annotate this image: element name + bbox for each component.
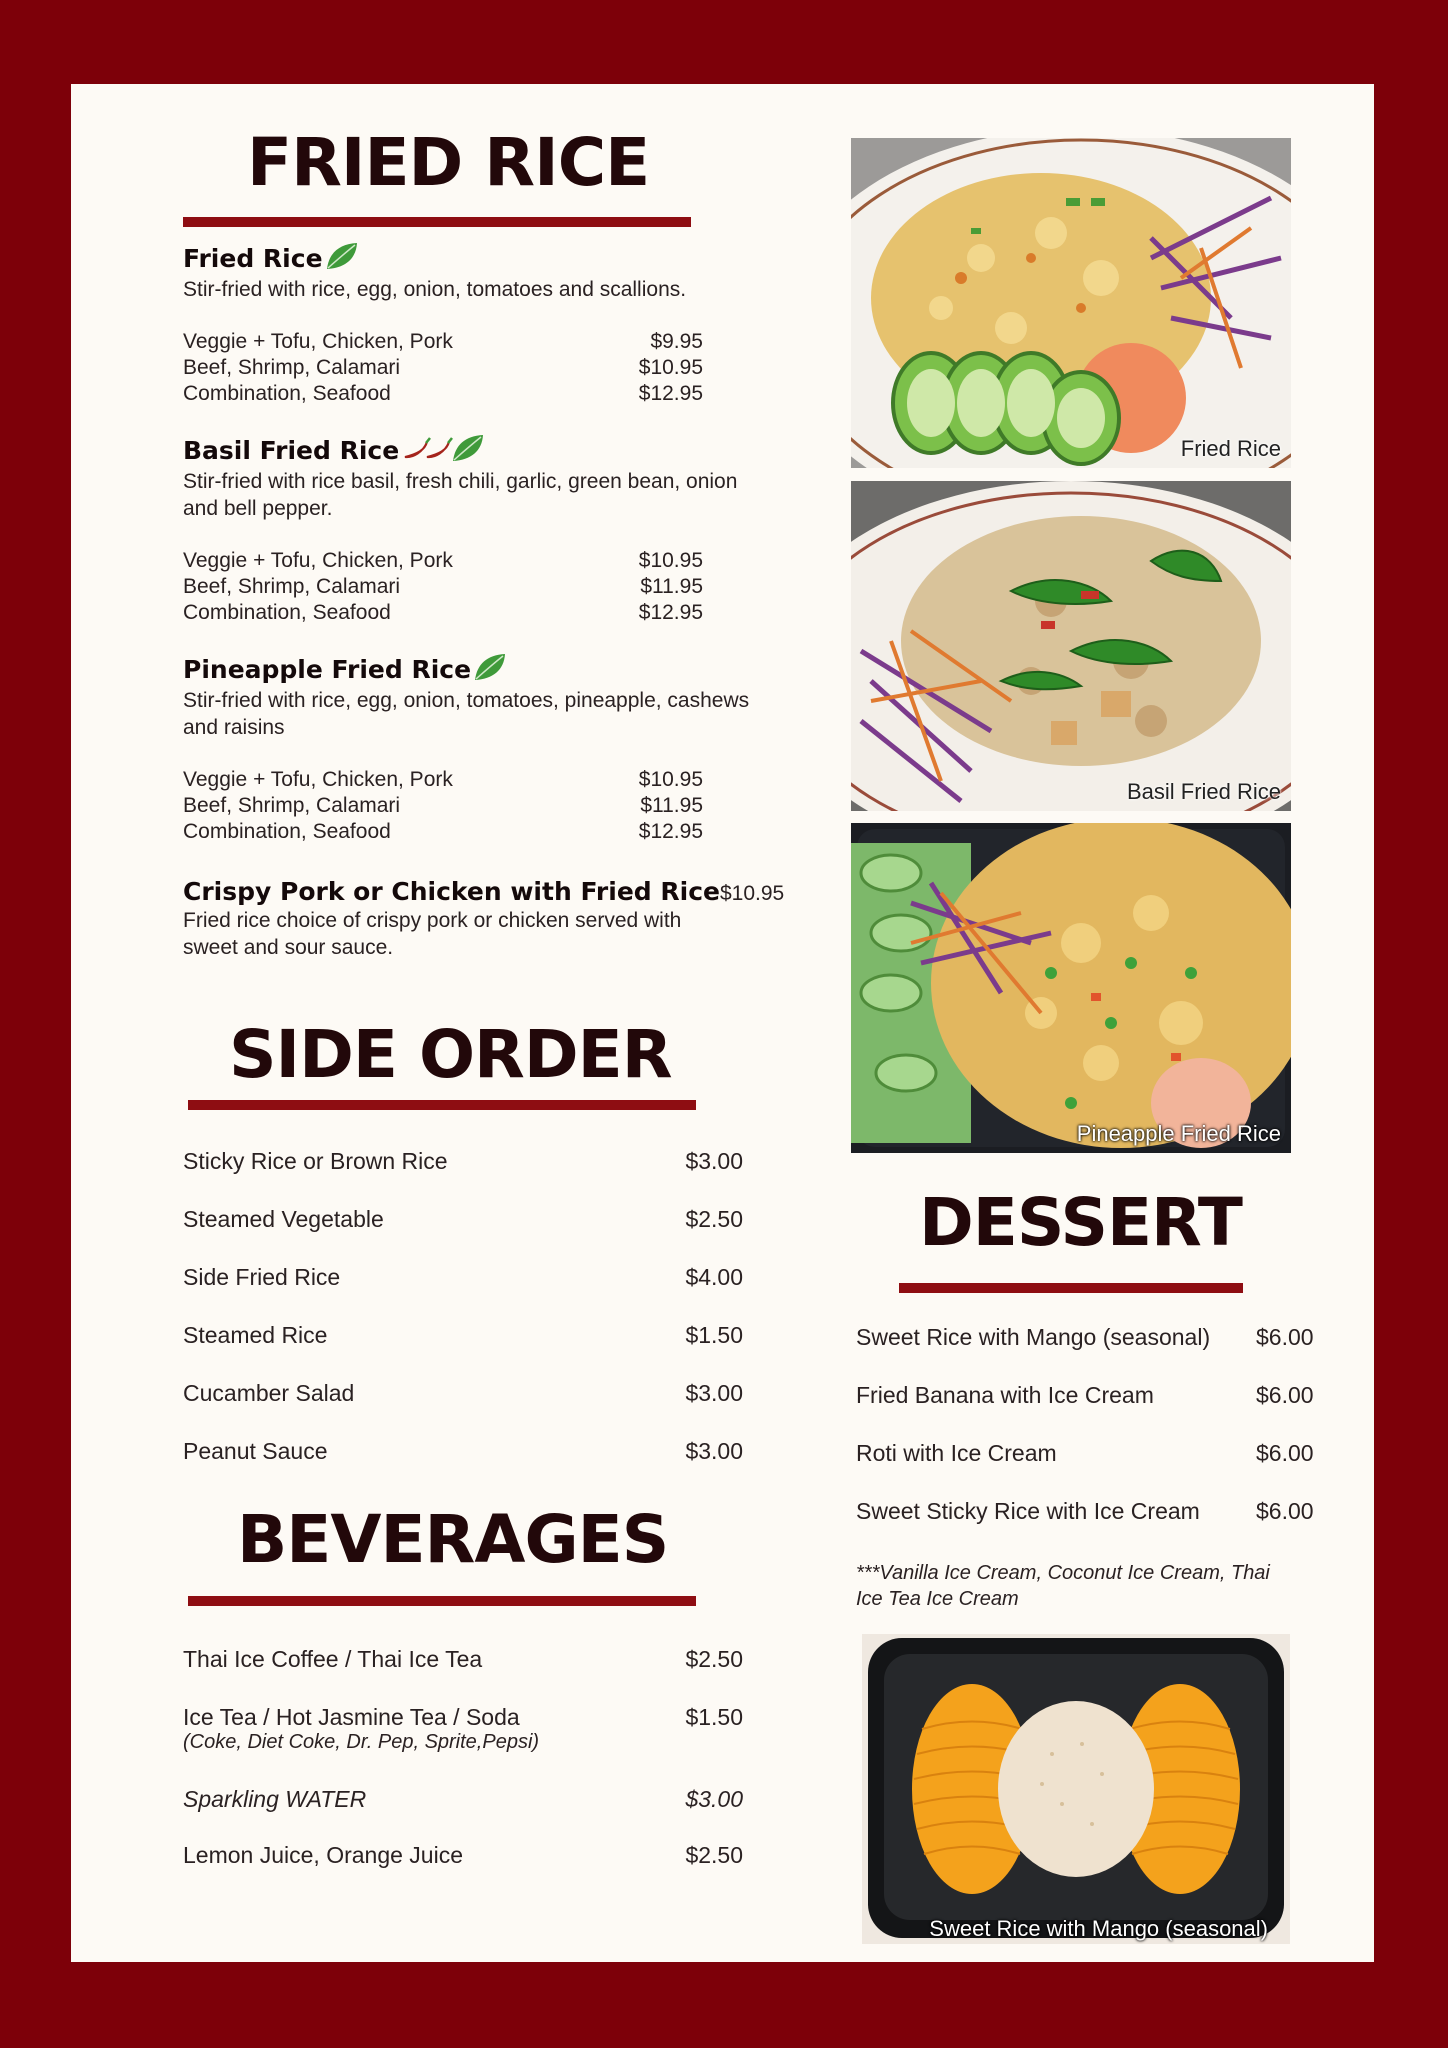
item-name: Steamed Rice — [183, 1322, 328, 1348]
price-value: $2.50 — [685, 1646, 743, 1672]
item-title-row — [183, 241, 703, 276]
price-value: $10.95 — [638, 549, 703, 572]
list-item — [183, 1322, 743, 1380]
price-value: $6.00 — [1256, 1498, 1314, 1524]
item-name: Sweet Sticky Rice with Ice Cream — [856, 1498, 1200, 1524]
side-order-rule — [188, 1100, 696, 1110]
pineapple-fried-rice-photo — [851, 823, 1291, 1153]
price-value: $12.95 — [638, 382, 703, 405]
price-option-label: Veggie + Tofu, Chicken, Pork — [183, 549, 453, 572]
price-value: $6.00 — [1256, 1324, 1314, 1350]
list-item — [183, 1786, 743, 1842]
item-description: Stir-fried with rice basil, fresh chili, garlic, green bean, onion and bell pepper. — [183, 470, 738, 520]
fried-rice-heading: FRIED RICE — [247, 124, 650, 201]
list-item — [183, 1380, 743, 1438]
list-item — [183, 1264, 743, 1322]
list-item — [856, 1440, 1376, 1498]
list-item — [183, 1206, 743, 1264]
item-name: Peanut Sauce — [183, 1438, 328, 1464]
price-option-label: Combination, Seafood — [183, 820, 391, 843]
dessert-note: ***Vanilla Ice Cream, Coconut Ice Cream, Thai Ice Tea Ice Cream — [856, 1562, 1270, 1610]
basil-fried-rice-photo — [851, 481, 1291, 811]
menu-item-fried-rice — [183, 241, 703, 407]
item-name: Sticky Rice or Brown Rice — [183, 1148, 448, 1174]
item-title-row — [183, 652, 703, 687]
price-value: $12.95 — [638, 820, 703, 843]
price-value: $1.50 — [685, 1322, 743, 1348]
price-option-label: Veggie + Tofu, Chicken, Pork — [183, 768, 453, 791]
item-name: Crispy Pork or Chicken with Fried Rice — [183, 877, 720, 906]
price-value: $10.95 — [638, 356, 703, 379]
list-item — [183, 1148, 743, 1206]
item-name: Side Fried Rice — [183, 1264, 341, 1290]
item-name: Sweet Rice with Mango (seasonal) — [856, 1324, 1211, 1350]
item-name: Pineapple Fried Rice — [183, 655, 472, 684]
item-name: Cucamber Salad — [183, 1380, 355, 1406]
side-order-list — [183, 1148, 743, 1496]
item-name: Thai Ice Coffee / Thai Ice Tea — [183, 1646, 483, 1672]
list-item — [183, 1704, 743, 1786]
photo-caption: Basil Fried Rice — [1126, 779, 1281, 804]
price-option-label: Veggie + Tofu, Chicken, Pork — [183, 330, 453, 353]
price-value: $11.95 — [640, 575, 703, 598]
photo-caption: Pineapple Fried Rice — [1076, 1121, 1281, 1146]
price-value: $1.50 — [685, 1704, 743, 1730]
leaf-icon — [473, 652, 507, 687]
item-name: Sparkling WATER — [183, 1786, 367, 1812]
list-item — [856, 1324, 1376, 1382]
price-value: $6.00 — [1256, 1382, 1314, 1408]
fried-rice-photo — [851, 138, 1291, 468]
item-name: Fried Banana with Ice Cream — [856, 1382, 1154, 1408]
list-item — [856, 1498, 1376, 1556]
dessert-rule — [899, 1283, 1243, 1293]
item-title-row — [183, 877, 785, 907]
list-item — [183, 1646, 743, 1704]
price-value: $10.95 — [719, 882, 785, 905]
item-title-row — [183, 433, 703, 468]
list-item — [856, 1382, 1376, 1440]
fried-rice-rule — [183, 217, 691, 227]
price-option-label: Combination, Seafood — [183, 382, 391, 405]
photo-caption: Fried Rice — [1180, 436, 1281, 461]
price-option-label: Beef, Shrimp, Calamari — [183, 356, 401, 379]
side-order-heading: SIDE ORDER — [229, 1016, 672, 1093]
item-name: Steamed Vegetable — [183, 1206, 384, 1232]
price-option-label: Combination, Seafood — [183, 601, 391, 624]
list-item — [183, 1842, 743, 1900]
menu-item-pineapple-fried-rice — [183, 652, 750, 845]
price-value: $9.95 — [650, 330, 703, 353]
chili-icon — [425, 436, 453, 465]
price-value: $10.95 — [638, 768, 703, 791]
item-name: Fried Rice — [183, 244, 323, 273]
item-description: Stir-fried with rice, egg, onion, tomatoes and scallions. — [183, 278, 687, 301]
price-value: $4.00 — [685, 1264, 743, 1290]
price-value: $6.00 — [1256, 1440, 1314, 1466]
price-value: $3.00 — [685, 1438, 743, 1464]
item-name: Roti with Ice Cream — [856, 1440, 1057, 1466]
item-description: Fried rice choice of crispy pork or chicken served with sweet and sour sauce. — [183, 909, 682, 959]
mango-sticky-rice-photo — [862, 1634, 1290, 1944]
beverages-heading: BEVERAGES — [237, 1501, 669, 1578]
price-value: $12.95 — [638, 601, 703, 624]
price-value: $2.50 — [685, 1842, 743, 1868]
menu-item-crispy-pork-fried-rice — [183, 877, 785, 961]
price-value: $11.95 — [640, 794, 703, 817]
price-option-label: Beef, Shrimp, Calamari — [183, 575, 401, 598]
item-name: Ice Tea / Hot Jasmine Tea / Soda — [183, 1704, 520, 1730]
beverages-list — [183, 1646, 743, 1900]
dessert-list — [856, 1324, 1376, 1612]
leaf-icon — [325, 241, 359, 276]
price-value: $3.00 — [685, 1148, 743, 1174]
beverages-rule — [188, 1596, 696, 1606]
item-name: Lemon Juice, Orange Juice — [183, 1842, 463, 1868]
menu-page — [71, 84, 1374, 1962]
item-description: Stir-fried with rice, egg, onion, tomatoes, pineapple, cashews and raisins — [183, 689, 750, 739]
item-note: (Coke, Diet Coke, Dr. Pep, Sprite,Pepsi) — [183, 1731, 540, 1753]
leaf-icon — [451, 433, 485, 468]
photo-caption: Sweet Rice with Mango (seasonal) — [929, 1916, 1268, 1941]
price-value: $2.50 — [685, 1206, 743, 1232]
menu-item-basil-fried-rice — [183, 433, 738, 626]
price-value: $3.00 — [685, 1786, 743, 1812]
dessert-heading: DESSERT — [919, 1184, 1242, 1261]
price-option-label: Beef, Shrimp, Calamari — [183, 794, 401, 817]
price-value: $3.00 — [685, 1380, 743, 1406]
item-name: Basil Fried Rice — [183, 436, 400, 465]
list-item — [183, 1438, 743, 1496]
